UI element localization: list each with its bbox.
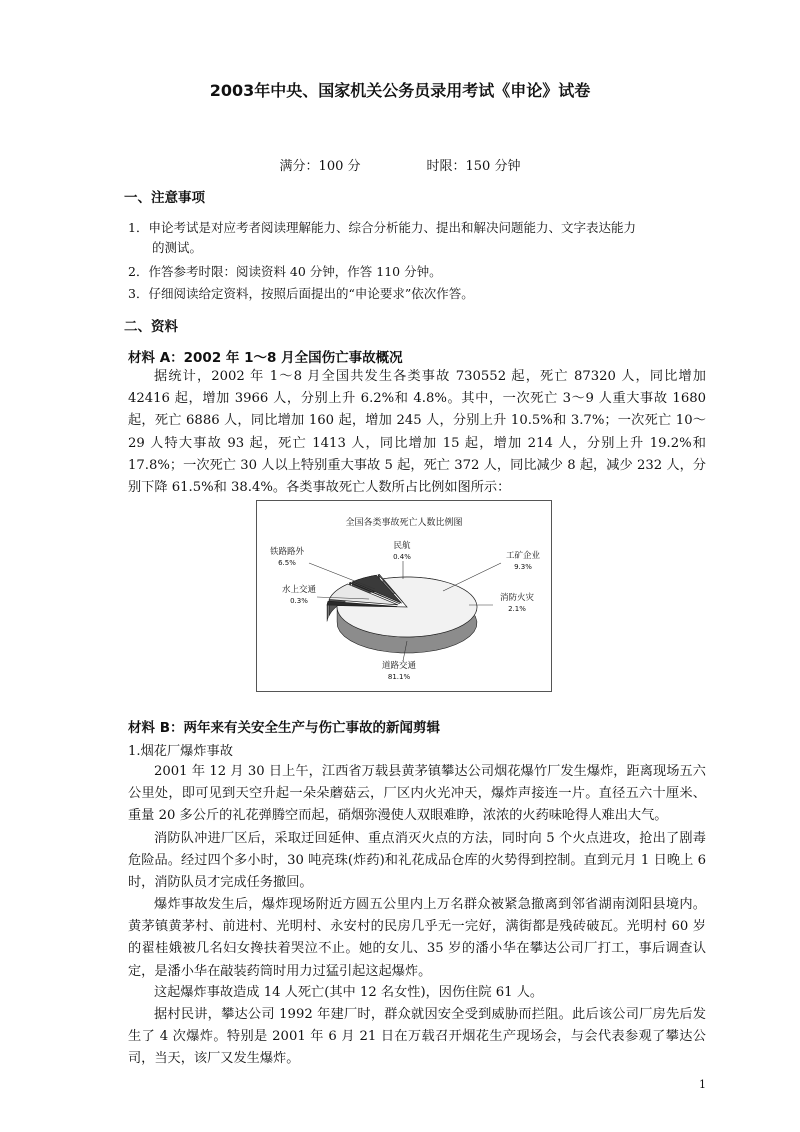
note-item: 3．仔细阅读给定资料，按照后面提出的“申论要求”依次作答。 <box>128 286 474 301</box>
note-item-continued: 的测试。 <box>152 240 203 255</box>
material-b-paragraph: 消防队冲进厂区后，采取迂回延伸、重点消灭火点的方法，同时向 5 个火点进攻，抢出了剧毒危险品。经过四个多小时，30 吨亮珠(炸药)和礼花成品仓库的火势得到控制。直到元月 1 日晚上 6 时，消防队员才完成任务撤回。 <box>128 831 706 891</box>
label-road: 道路交通 81.1% <box>381 661 416 681</box>
materials-heading: 二、资料 <box>124 319 178 335</box>
material-b-paragraph: 据村民讲，攀达公司 1992 年建厂时，群众就因安全受到威胁而拦阻。此后该公司厂房先后发生了 4 次爆炸。特别是 2001 年 6 月 21 日在万载召开烟花生产现场会，与会代表参观了攀达公司，当天，该厂又发生爆炸。 <box>128 1007 706 1067</box>
notes-heading: 一、注意事项 <box>124 190 205 206</box>
material-b-paragraph: 这起爆炸事故造成 14 人死亡(其中 12 名女性)，因伤住院 61 人。 <box>154 985 544 1000</box>
note-item: 1．申论考试是对应考者阅读理解能力、综合分析能力、提出和解决问题能力、文字表达能力 <box>128 220 636 235</box>
score-info: 满分：100 分 <box>279 159 361 174</box>
label-water: 水上交通 0.3% <box>281 585 316 605</box>
page-title: 2003年中央、国家机关公务员录用考试《申论》试卷 <box>209 81 591 100</box>
material-a-paragraph: 据统计，2002 年 1～8 月全国共发生各类事故 730552 起，死亡 87320 人，同比增加 42416 起，增加 3966 人，分别上升 6.2%和 4.8%。其中，一次死亡 3～9 人重大事故 1680 起，死亡 6886 人，同比增加 160 起，增加 245 人，分别上升 10.5%和 3.7%；一次死亡 10～29 人特大事故 93 起，死亡 1413 人，同比增加 15 起，增加 214 人，分别上升 19.2%和 17.8%；一次死亡 30 人以上特别重大事故 5 起，死亡 372 人，同比减少 8 起，减少 232 人，分别下降 61.5%和 38.4%。各类事故死亡人数所占比例如图所示： <box>128 369 706 496</box>
material-b-paragraph: 2001 年 12 月 30 日上午，江西省万载县黄茅镇攀达公司烟花爆竹厂发生爆炸，距离现场五六公里处，即可见到天空升起一朵朵蘑菇云，厂区内火光冲天，爆炸声接连一片。直径五六十厘米、重量 20 多公斤的礼花弹腾空而起，硝烟弥漫使人双眼难睁，浓浓的火药味呛得人难出大气。 <box>128 764 706 824</box>
item-title: 1.烟花厂爆炸事故 <box>128 744 233 759</box>
note-item: 2．作答参考时限：阅读资料 40 分钟，作答 110 分钟。 <box>128 264 442 279</box>
exam-meta <box>0 155 800 174</box>
material-b-heading: 材料 B：两年来有关安全生产与伤亡事故的新闻剪辑 <box>128 720 440 736</box>
label-fire: 消防火灾 2.1% <box>499 593 534 613</box>
time-info: 时限：150 分钟 <box>426 159 521 174</box>
material-a-heading: 材料 A：2002 年 1～8 月全国伤亡事故概况 <box>128 350 403 366</box>
material-b-paragraph: 爆炸事故发生后，爆炸现场附近方圆五公里内上万名群众被紧急撤离到邻省湖南浏阳县境内。黄茅镇黄茅村、前进村、光明村、永安村的民房几乎无一完好，满街都是残砖破瓦。光明村 60 岁的翟桂娥被几名妇女搀扶着哭泣不止。她的女儿、35 岁的潘小华在攀达公司厂打工，事后调查认定，是潘小华在敲装药筒时用力过猛引起这起爆炸。 <box>128 897 706 979</box>
label-railway: 铁路路外 6.5% <box>269 547 304 567</box>
chart-title: 全国各类事故死亡人数比例图 <box>345 518 463 528</box>
pie-chart <box>256 500 552 692</box>
leader-line <box>443 563 501 591</box>
label-mining: 工矿企业 9.3% <box>505 551 540 571</box>
label-aviation: 民航 0.4% <box>393 541 411 561</box>
page-number: 1 <box>699 1078 706 1091</box>
